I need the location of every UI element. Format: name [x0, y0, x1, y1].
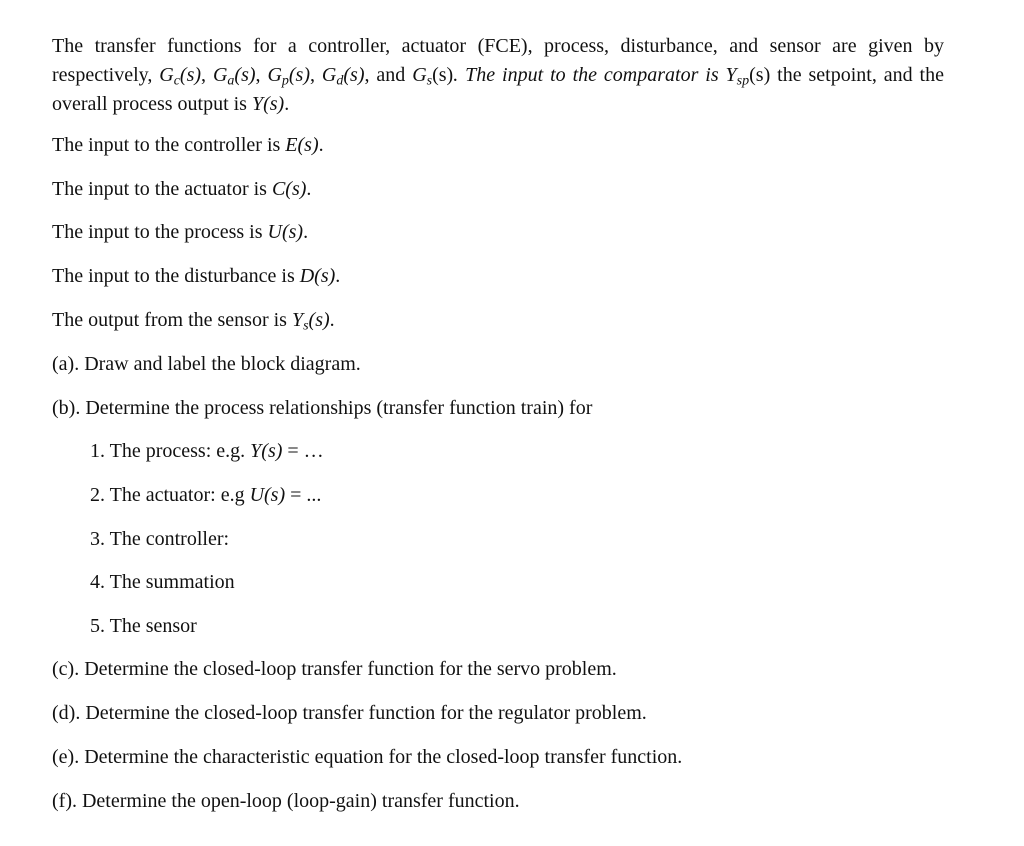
sensor-tf: $G_s$: [412, 64, 433, 89]
part-d: (d). Determine the closed-loop transfer function for the regulator problem.: [52, 702, 647, 724]
sublist-item-actuator: 2. The actuator: e.g U(s) = ...: [90, 484, 322, 506]
statement-controller-input: The input to the controller is E(s).: [52, 134, 324, 156]
actuator-tf: $G_a(s)$: [212, 64, 256, 89]
part-c: (c). Determine the closed-loop transfer function for the servo problem.: [52, 658, 617, 680]
part-a: (a). Draw and label the block diagram.: [52, 353, 361, 375]
output-var: Y(s): [251, 93, 285, 115]
setpoint-var: $Y_{sp}$: [725, 64, 750, 89]
statement-actuator-input: The input to the actuator is C(s).: [52, 178, 312, 200]
sublist-item-controller: 3. The controller:: [90, 528, 230, 550]
part-b: (b). Determine the process relationships (transfer function train) for: [52, 397, 593, 419]
intro-paragraph: The transfer functions for a controller, actuator (FCE), process, disturbance, and sensor are given by respectively, $G_c(s)$, $G_a(s)$, $G_p(s)$, $G_d(s)$, and $G_s(s)$. The input to the comparator is $Y_{sp}(s)$ the setpoint, and the overall process output is Y(s).: [52, 35, 944, 115]
sublist-item-summation: 4. The summation: [90, 571, 235, 593]
controller-tf: $G_c(s)$: [159, 64, 202, 89]
intro-text-1: The transfer functions for a controller, actuator (FCE), process, disturbance, and sensor are given by respectively,: [52, 35, 944, 86]
part-e: (e). Determine the characteristic equation for the closed-loop transfer function.: [52, 746, 683, 768]
part-f: (f). Determine the open-loop (loop-gain) transfer function.: [52, 790, 520, 812]
statement-disturbance-input: The input to the disturbance is D(s).: [52, 265, 341, 287]
disturbance-tf: $G_d(s)$: [321, 64, 365, 89]
statement-process-input: The input to the process is U(s).: [52, 221, 309, 243]
statement-sensor-output: The output from the sensor is $Y_s(s)$.: [52, 309, 335, 334]
process-tf: $G_p(s)$: [267, 64, 310, 89]
sublist-item-process: 1. The process: e.g. Y(s) = …: [90, 440, 324, 462]
sublist-item-sensor: 5. The sensor: [90, 615, 197, 637]
